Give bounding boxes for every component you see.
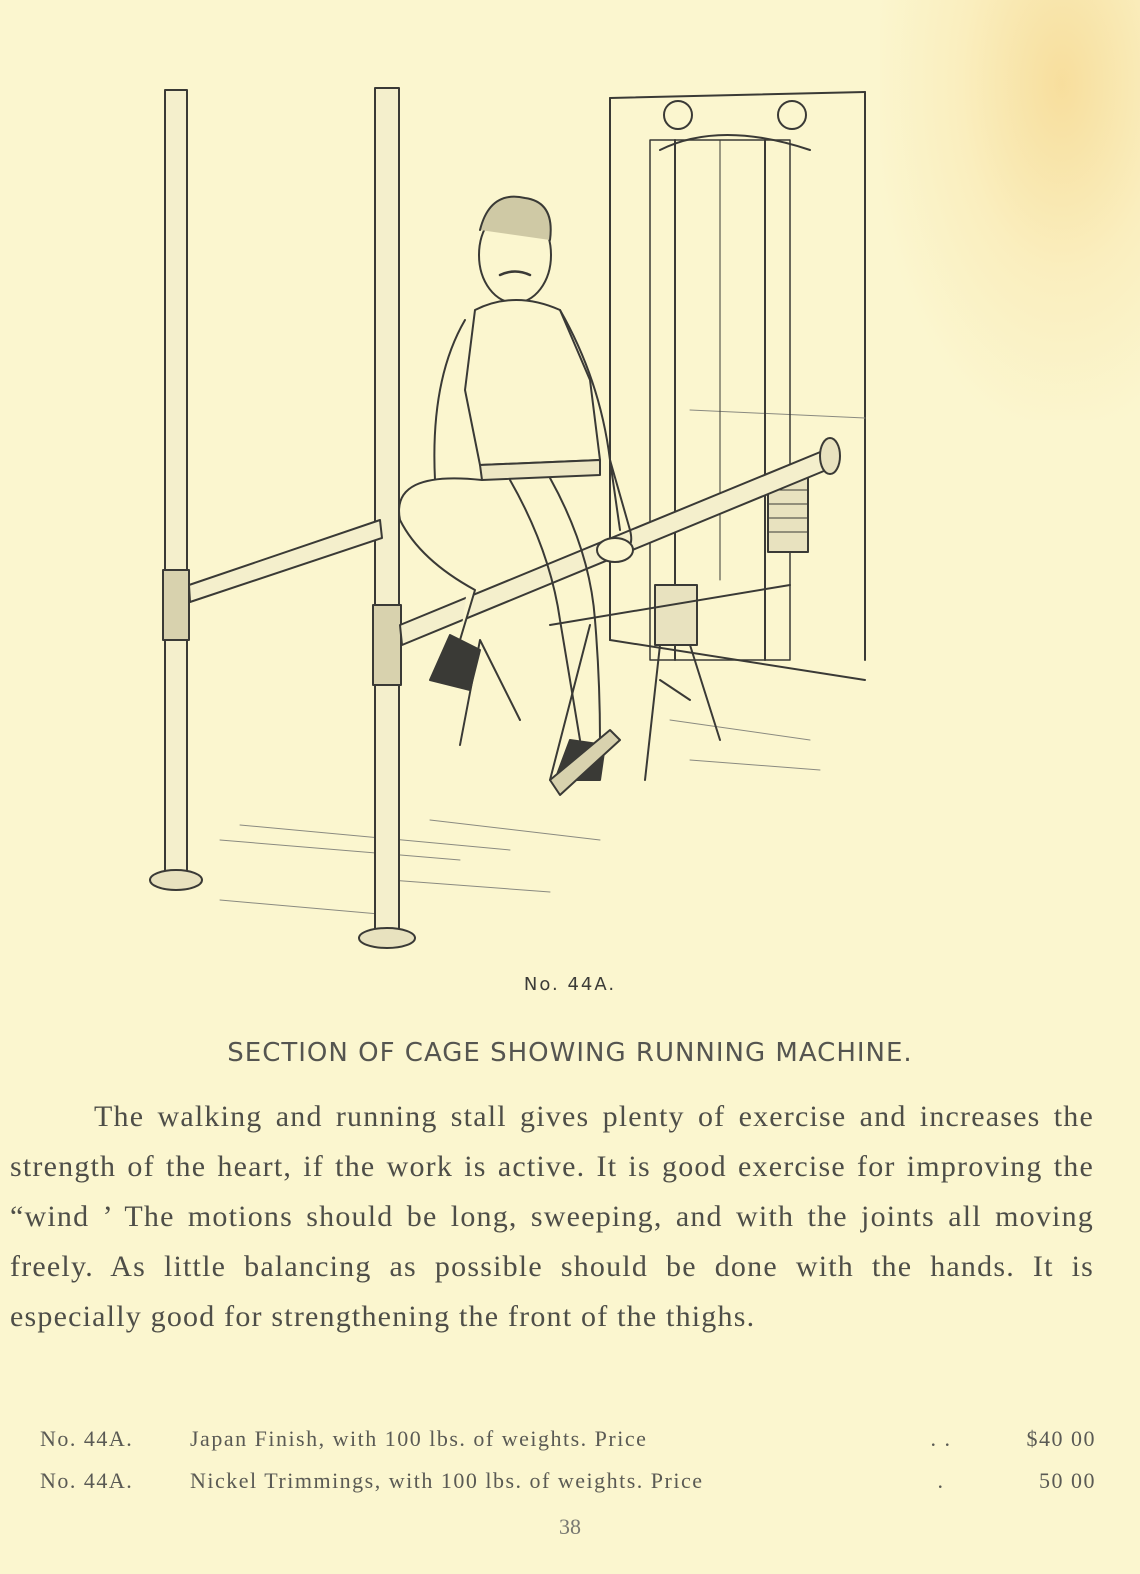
item-description: Japan Finish, with 100 lbs. of weights. Price — [190, 1426, 648, 1451]
running-machine-illustration — [130, 80, 870, 960]
item-price: $40 00 — [1026, 1426, 1096, 1451]
price-row — [40, 1460, 1096, 1502]
page-number: 38 — [559, 1514, 581, 1539]
figure-number: No. 44A. — [523, 974, 617, 995]
body-paragraph: The walking and running stall gives plenty of exercise and increases the strength of the heart, if the work is active. It is good exercise for improving the “wind ’ The motions should be long, sweeping, and with the joints all moving freely. As little balancing as possible should be done with the hands. It is especially good for strengthening the front of the thighs. — [10, 1100, 1094, 1333]
item-number: No. 44A. — [40, 1426, 134, 1451]
item-number: No. 44A. — [40, 1468, 134, 1493]
section-heading: SECTION OF CAGE SHOWING RUNNING MACHINE. — [227, 1038, 913, 1068]
leader-dots: . . — [930, 1426, 952, 1451]
leader-dots: . — [937, 1468, 945, 1493]
price-row — [40, 1418, 1096, 1460]
item-price: 50 00 — [1039, 1468, 1096, 1493]
price-list — [40, 1418, 1096, 1502]
item-description: Nickel Trimmings, with 100 lbs. of weights. Price — [190, 1468, 704, 1493]
paper-stain — [880, 0, 1140, 420]
